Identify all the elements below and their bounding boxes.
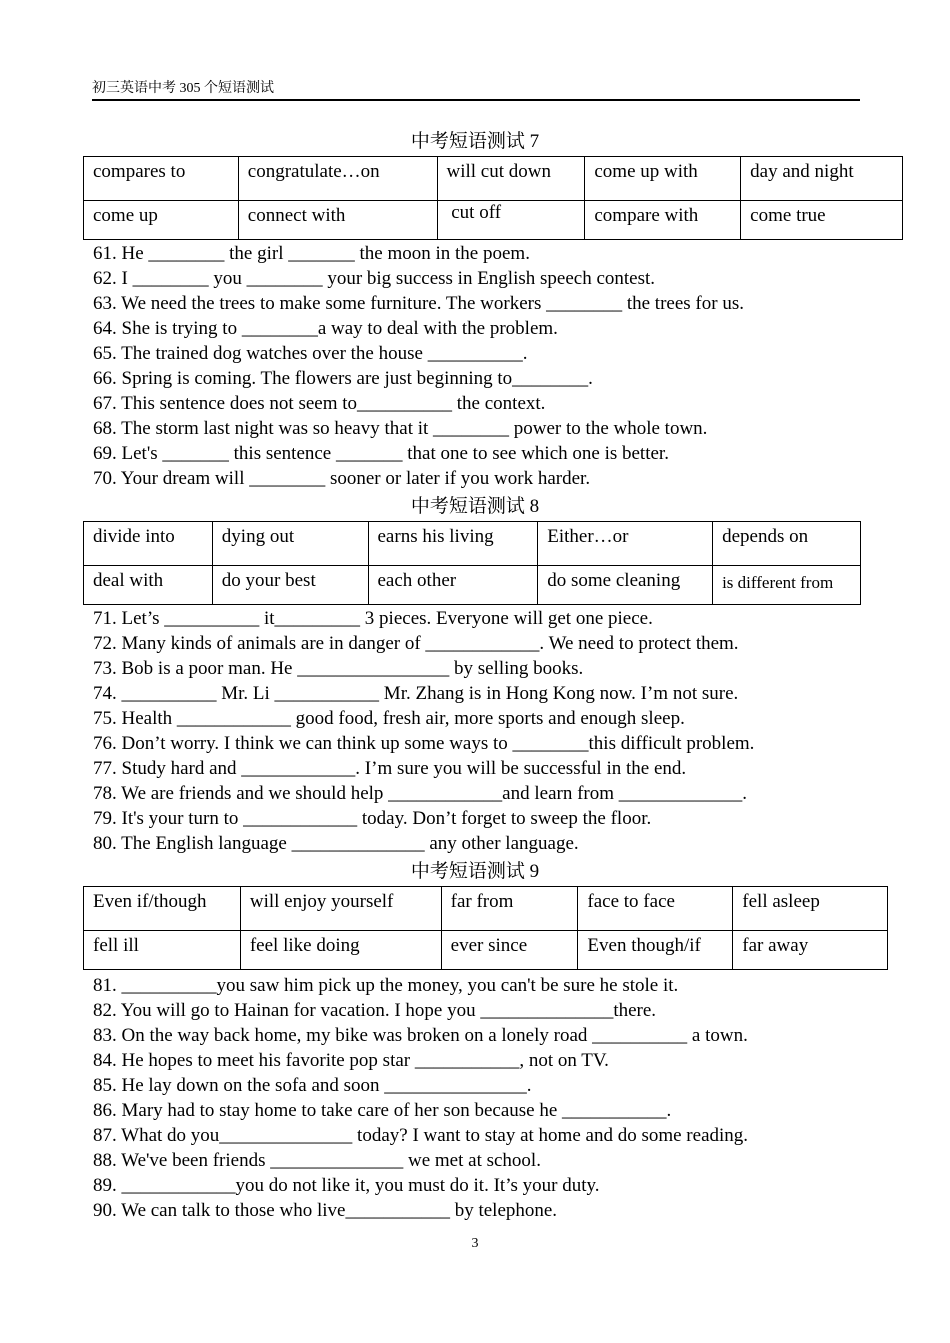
- question: 87. What do you______________ today? I want to stay at home and do some reading.: [93, 1125, 749, 1146]
- question: 67. This sentence does not seem to__________ the context.: [93, 393, 546, 414]
- phrase-cell: dying out: [212, 522, 368, 566]
- phrase-cell: ever since: [441, 931, 578, 970]
- phrase-table-8: [83, 521, 861, 605]
- phrase-cell: congratulate…on: [238, 157, 437, 201]
- question: 66. Spring is coming. The flowers are just beginning to________.: [93, 368, 593, 389]
- phrase-table-9: [83, 886, 888, 970]
- phrase-cell: come up: [84, 201, 239, 240]
- phrase-cell: is different from: [713, 566, 861, 605]
- phrase-cell: feel like doing: [240, 931, 441, 970]
- question: 76. Don’t worry. I think we can think up some ways to ________this difficult problem.: [93, 733, 755, 754]
- question: 69. Let's _______ this sentence _______ that one to see which one is better.: [93, 443, 669, 464]
- phrase-cell: come up with: [585, 157, 741, 201]
- phrase-cell: fell asleep: [733, 887, 888, 931]
- phrase-cell: Even though/if: [578, 931, 733, 970]
- question-list-8: [93, 606, 754, 856]
- question: 71. Let’s __________ it_________ 3 pieces. Everyone will get one piece.: [93, 608, 653, 629]
- phrase-cell: far from: [441, 887, 578, 931]
- phrase-cell: do some cleaning: [538, 566, 713, 605]
- phrase-cell: connect with: [238, 201, 437, 240]
- question: 83. On the way back home, my bike was broken on a lonely road __________ a town.: [93, 1025, 748, 1046]
- question: 82. You will go to Hainan for vacation. I hope you ______________there.: [93, 1000, 657, 1021]
- question: 81. __________you saw him pick up the money, you can't be sure he stole it.: [93, 975, 679, 996]
- phrase-cell: will enjoy yourself: [240, 887, 441, 931]
- phrase-cell: divide into: [84, 522, 213, 566]
- phrase-cell: do your best: [212, 566, 368, 605]
- phrase-cell: cut off: [437, 201, 585, 240]
- question-list-7: [93, 241, 744, 491]
- phrase-cell: far away: [733, 931, 888, 970]
- phrase-cell: Either…or: [538, 522, 713, 566]
- question: 61. He ________ the girl _______ the moon in the poem.: [93, 243, 530, 264]
- phrase-cell: deal with: [84, 566, 213, 605]
- question-list-9: [93, 973, 748, 1223]
- question: 77. Study hard and ____________. I’m sure you will be successful in the end.: [93, 758, 687, 779]
- phrase-cell: face to face: [578, 887, 733, 931]
- phrase-cell: each other: [368, 566, 538, 605]
- question: 74. __________ Mr. Li ___________ Mr. Zhang is in Hong Kong now. I’m not sure.: [93, 683, 739, 704]
- phrase-cell: come true: [741, 201, 903, 240]
- page-number: 3: [471, 1236, 479, 1251]
- question: 68. The storm last night was so heavy that it ________ power to the whole town.: [93, 418, 708, 439]
- section-title-7: 中考短语测试 7: [410, 131, 540, 152]
- question: 65. The trained dog watches over the house __________.: [93, 343, 528, 364]
- phrase-cell: compares to: [84, 157, 239, 201]
- question: 64. She is trying to ________a way to deal with the problem.: [93, 318, 558, 339]
- phrase-cell: compare with: [585, 201, 741, 240]
- question: 86. Mary had to stay home to take care of her son because he ___________.: [93, 1100, 672, 1121]
- page-header: 初三英语中考 305 个短语测试: [92, 80, 860, 101]
- question: 78. We are friends and we should help ____________and learn from _____________.: [93, 783, 748, 804]
- phrase-cell: day and night: [741, 157, 903, 201]
- phrase-cell: will cut down: [437, 157, 585, 201]
- question: 75. Health ____________ good food, fresh air, more sports and enough sleep.: [93, 708, 685, 729]
- section-title-8: 中考短语测试 8: [410, 496, 540, 517]
- question: 88. We've been friends ______________ we met at school.: [93, 1150, 541, 1171]
- phrase-cell: fell ill: [84, 931, 241, 970]
- question: 79. It's your turn to ____________ today. Don’t forget to sweep the floor.: [93, 808, 652, 829]
- question: 84. He hopes to meet his favorite pop star ___________, not on TV.: [93, 1050, 609, 1071]
- question: 90. We can talk to those who live___________ by telephone.: [93, 1200, 558, 1221]
- phrase-cell: earns his living: [368, 522, 538, 566]
- question: 73. Bob is a poor man. He ________________ by selling books.: [93, 658, 584, 679]
- phrase-cell: depends on: [713, 522, 861, 566]
- question: 89. ____________you do not like it, you must do it. It’s your duty.: [93, 1175, 600, 1196]
- question: 80. The English language ______________ any other language.: [93, 833, 579, 854]
- section-title-9: 中考短语测试 9: [410, 861, 540, 882]
- phrase-table-7: [83, 156, 903, 240]
- question: 63. We need the trees to make some furniture. The workers ________ the trees for us.: [93, 293, 744, 314]
- question: 85. He lay down on the sofa and soon _______________.: [93, 1075, 532, 1096]
- question: 70. Your dream will ________ sooner or later if you work harder.: [93, 468, 591, 489]
- phrase-cell: Even if/though: [84, 887, 241, 931]
- question: 62. I ________ you ________ your big success in English speech contest.: [93, 268, 656, 289]
- question: 72. Many kinds of animals are in danger of ____________. We need to protect them.: [93, 633, 739, 654]
